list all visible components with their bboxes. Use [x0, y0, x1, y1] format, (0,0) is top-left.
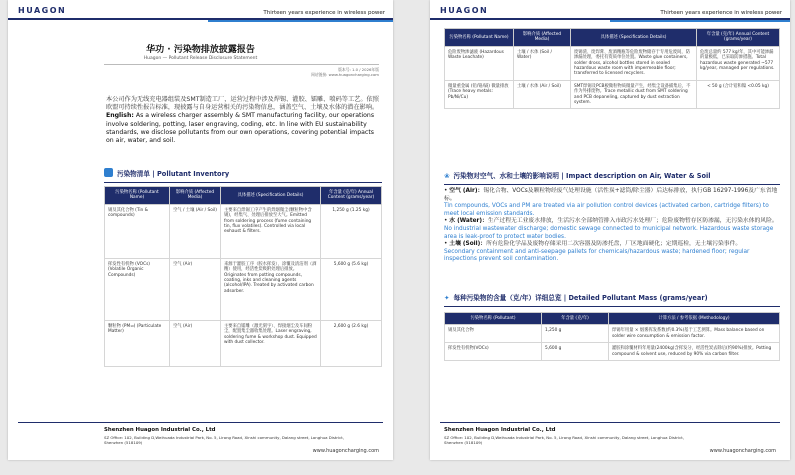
annual-mass: < 50 g (合计铅和镍 <0.05 kg) [697, 80, 780, 109]
col-header-method: 计算方法 / 参考依据 (Methodology) [609, 313, 780, 325]
version-number: 版本号: 1.0 / 2026年版 [338, 67, 379, 72]
table-row [105, 320, 382, 366]
affected-media: 空气 (Air) [170, 320, 221, 366]
table-header-row [445, 313, 780, 325]
version-info [311, 67, 379, 77]
intro-chinese: 本公司作为无线充电器组装及SMT制造工厂，运营过程中涉及焊锡、灌胶、镭雕、喷码等工艺。依照欧盟可持续性报告标准，现披露与自身运营相关的污染物信息，涵盖空气、土壤及水体的潜在影响。 [106, 96, 379, 112]
intro-paragraph [106, 96, 382, 145]
document-icon [104, 168, 113, 177]
mass-title: 每种污染物的含量（克/年）详细总览 | Detailed Pollutant Mass (grams/year) [453, 294, 708, 302]
table-row [445, 325, 780, 343]
footer-website[interactable]: www.huagoncharging.com [312, 448, 379, 454]
table-header-row [445, 29, 780, 47]
pollutant-details: SMT焊锡及PCB板微粒物质微量产生，经集尘设备捕集后，不作为外排废物。Trace metallic dust from SMT soldering and PCB depaneling, captured by dust extraction system. [571, 80, 697, 109]
footer-company: Shenzhen Huagon Industrial Co., Ltd [444, 427, 556, 433]
col-header-media: 影响介质 (Affected Media) [170, 187, 221, 205]
title-divider [104, 64, 379, 65]
mass-section-heading [444, 292, 780, 307]
table-row [105, 258, 382, 320]
page-header [430, 0, 790, 26]
footer-rule [18, 422, 383, 423]
bullet-icon: • [444, 241, 450, 248]
impact-cn: 所有危险化学品及废物存储采用二次容器及防渗托盘，厂区地面硬化；定期巡检，无土壤污染事件。 [486, 241, 742, 248]
leaf-icon: ❀ [444, 172, 450, 180]
impact-label: 土壤 (Soil)： [449, 241, 487, 248]
pollutant-name: 微量重金属 (铅/铬/镉) 微量排放 (Trace heavy metals: Pb/Ni/Cu) [445, 80, 514, 109]
annual-mass: 2,600 g (2.6 kg) [321, 320, 382, 366]
impact-cn: 锡化合物、VOCs及颗粒物经废气处理设施（活性炭+滤筒/除尘器）后达标排放，执行GB 16297-1996及广东省地标。 [444, 188, 778, 202]
page-header [8, 0, 393, 26]
report-page-1 [8, 0, 393, 460]
annual-mass: 1,250 g (1.25 kg) [321, 204, 382, 258]
pollutant-mass-table [444, 312, 780, 361]
annual-mass: 5,600 g [542, 343, 609, 361]
impact-en: Secondary containment and anti-seepage pallets for chemicals/hazardous waste; hardened floor; regular inspections prevent soil contamination. [444, 248, 750, 263]
website-link[interactable]: 网站链接: www.huagoncharging.com [310, 72, 379, 77]
col-header-details: 具体描述 (Specification Details) [221, 187, 321, 205]
methodology: 灌胶和涂覆材料年用量(2400kg)含挥发分，经活性炭去除后(约90%)排放。Potting compound & solvent use, reduced by 90% via carbon filter. [609, 343, 780, 361]
pollutant-details: 主要来自镭雕（激光刻字）、焊接烟尘及车间粉尘，配置集尘器收集处理。Laser engraving, soldering fume & workshop dust. Equipped with dust collector. [221, 320, 321, 366]
pollutant-details: 来源于灌胶工序（胶水挥发）、涂覆及清洁剂（酒精）使用，经活性炭吸附处理后排放。Originates from potting compounds, coating, inks and cleaning agents (alcohol/IPA). Treated by activated carbon adsorber. [221, 258, 321, 320]
affected-media: 空气 (Air) [170, 258, 221, 320]
impact-label: 水 (Water)： [449, 218, 488, 225]
report-title: 华功 · 污染物排放披露报告 [146, 45, 255, 55]
annual-mass: 5,600 g (5.6 kg) [321, 258, 382, 320]
methodology: 焊锡年用量 × 烟雾挥发系数(约0.3%)基于工艺测算。Mass balance based on solder wire consumption & emission factor. [609, 325, 780, 343]
annual-mass: 1,250 g [542, 325, 609, 343]
col-header-pollutant: 污染物名称 (Pollutant) [445, 313, 542, 325]
impact-title: 污染物对空气、水和土壤的影响说明 | Impact description on Air, Water & Soil [453, 172, 711, 180]
pollutant-name: 挥发性有机物(VOCs) [445, 343, 542, 361]
pollutant-details: 主要来自焊锡工序产生的焊烟微尘(颗粒物中含锡)，经集气、处理后排放至大气。Emitted from soldering process (fume containing tin, flux volatiles). Controlled via local exhaust & filters. [221, 204, 321, 258]
impact-en: Tin compounds, VOCs and PM are treated via air pollution control devices (activated carbon, cartridge filters) to meet local emission standards. [444, 203, 769, 217]
impact-en: No industrial wastewater discharge; domestic sewage connected to municipal network. Hazardous waste storage area is leak-proof to protect water bodies. [444, 225, 774, 240]
company-logo: HUAGON [440, 6, 489, 15]
header-accent-rule [610, 20, 790, 22]
impact-item-soil [444, 241, 780, 264]
col-header-name: 污染物名称 (Pollutant Name) [105, 187, 170, 205]
intro-en-text: As a wireless charger assembly & SMT manufacturing facility, our operations involve soldering, potting, laser engraving, coding, etc. In line with EU sustainability standards, we disclose pollutants from our own operations, covering potential impacts on air, water, and soil. [106, 112, 375, 145]
pollutant-name: 挥发性有机物 (VOCs) (Volatile Organic Compounds) [105, 258, 170, 320]
col-header-media: 影响介质 (Affected Media) [514, 29, 571, 47]
col-header-mass: 年含量 (克/年) [542, 313, 609, 325]
page-footer [430, 422, 790, 460]
footer-website[interactable]: www.huagoncharging.com [709, 448, 776, 454]
inventory-title: 污染物清单 | Pollutant Inventory [117, 170, 230, 178]
page-footer [8, 422, 393, 460]
impact-section-heading [444, 170, 780, 185]
col-header-mass: 年含量 (克/年) Annual Content (grams/year) [321, 187, 382, 205]
header-tagline: Thirteen years experience in wireless power [263, 10, 385, 16]
table-row [445, 343, 780, 361]
affected-media: 土壤 / 水体 (Air / Soil) [514, 80, 571, 109]
header-accent-rule [208, 20, 393, 22]
header-tagline: Thirteen years experience in wireless power [660, 10, 782, 16]
footer-company: Shenzhen Huagon Industrial Co., Ltd [104, 427, 216, 433]
impact-label: 空气 (Air)： [449, 188, 484, 194]
report-page-2 [430, 0, 790, 460]
impact-cn: 生产过程无工业废水排放，生活污水全部纳管排入市政污水处理厂；危险废物暂存区防渗漏，无污染水体的风险。 [487, 218, 778, 225]
annual-mass: 危废总量约 577 kg/年，其中可能渗漏的量极低，已采取防渗措施。Total hazardous waste generated ~577 kg/year, managed per regulations. [697, 46, 780, 80]
pollutant-name: 危险废物渗滤液 (Hazardous Waste Leachate) [445, 46, 514, 80]
col-header-details: 具体描述 (Specification Details) [571, 29, 697, 47]
impact-item-water [444, 218, 780, 241]
impact-list [444, 188, 780, 264]
footer-address: SZ Office: 102, Building D,Weihuada Industrial Park, No. 5, Lirong Road, Xinshi community, Dalang street, Longhua District, Shenzhen (518109) [104, 435, 344, 445]
report-subtitle: Huagon — Pollutant Release Disclosure Statement [143, 56, 258, 61]
footer-rule [440, 422, 780, 423]
pollutant-inventory-table [104, 186, 382, 367]
chart-icon: ✦ [444, 294, 450, 302]
table-row [445, 46, 780, 80]
col-header-name: 污染物名称 (Pollutant Name) [445, 29, 514, 47]
inventory-section-heading [104, 168, 382, 183]
intro-english [106, 112, 382, 145]
bullet-icon: • [444, 218, 450, 225]
bullet-icon: • [444, 188, 450, 194]
col-header-mass: 年含量 (克/年) Annual Content (grams/year) [697, 29, 780, 47]
impact-item-air [444, 188, 780, 218]
pollutant-name: 锡及其化合物 (Tin & compounds) [105, 204, 170, 258]
affected-media: 土壤 / 水体 (Soil / Water) [514, 46, 571, 80]
pollutant-name: 锡及其化合物 [445, 325, 542, 343]
company-logo: HUAGON [18, 6, 67, 15]
pollutant-details: 废锡渣、废焊膏、废酒精瓶等危险废物储存于专用危废间，防渗漏处理，委托有资质单位处置。Waste glue containers, solder dross, alcohol bottles stored in sealed hazardous waste room with impermeable floor; transferred to licensed recyclers. [571, 46, 697, 80]
table-header-row [105, 187, 382, 205]
pollutant-name: 颗粒物 (PM₁₀) (Particulate Matter) [105, 320, 170, 366]
pollutant-inventory-table-continued [444, 28, 780, 109]
affected-media: 空气 / 土壤 (Air / Soil) [170, 204, 221, 258]
table-row [445, 80, 780, 109]
intro-en-label: English: [106, 112, 134, 120]
footer-address: SZ Office: 102, Building D,Weihuada Industrial Park, No. 5, Lirong Road, Xinshi community, Dalang street, Longhua District, Shenzhen (518109) [444, 435, 684, 445]
table-row [105, 204, 382, 258]
